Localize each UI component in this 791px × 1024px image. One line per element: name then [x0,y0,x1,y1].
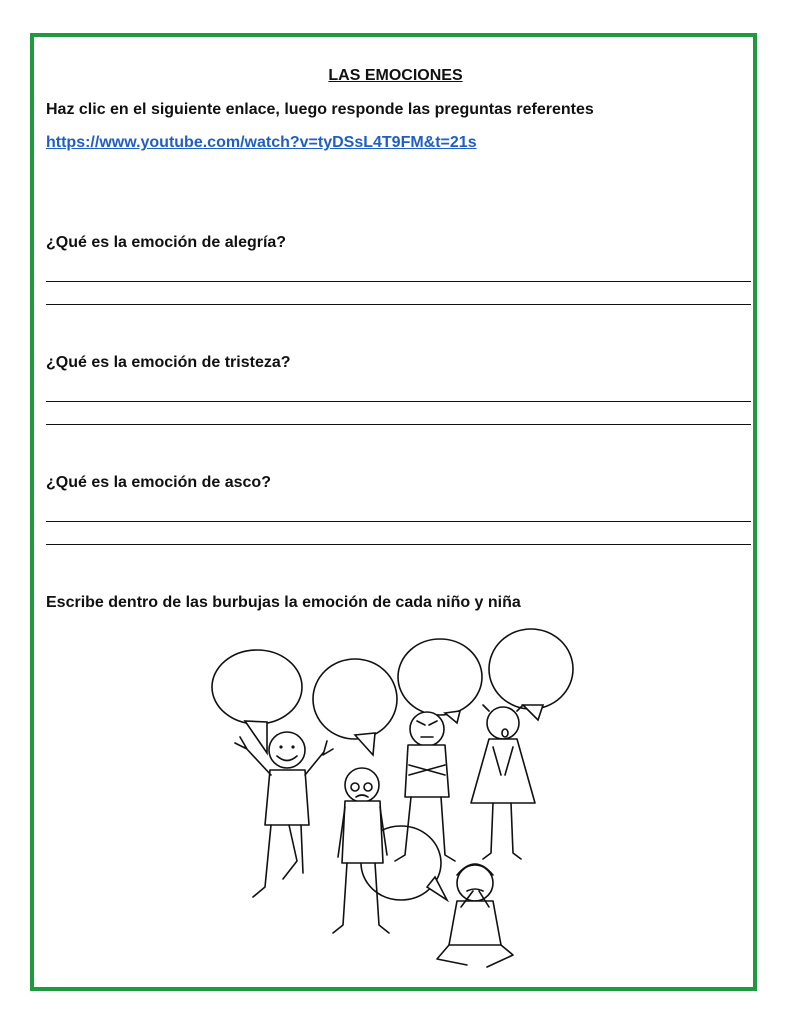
speech-bubble-2[interactable] [313,659,397,755]
disgusted-girl-drawing [437,864,513,967]
video-link[interactable]: https://www.youtube.com/watch?v=tyDSsL4T9FM&t=21s [46,134,477,151]
question-3: ¿Qué es la emoción de asco? [46,474,271,491]
answer-line-3b[interactable] [46,544,751,545]
activity-instructions: Escribe dentro de las burbujas la emoción de cada niño y niña [46,594,521,611]
scared-girl-drawing [471,705,535,859]
page-title: LAS EMOCIONES [328,67,463,84]
speech-bubble-3[interactable] [398,639,482,723]
sad-boy-drawing [333,768,389,933]
question-2: ¿Qué es la emoción de tristeza? [46,354,291,371]
answer-line-3a[interactable] [46,521,751,522]
answer-line-1b[interactable] [46,304,751,305]
children-emotions-illustration [205,625,590,980]
question-1: ¿Qué es la emoción de alegría? [46,234,287,251]
answer-line-2b[interactable] [46,424,751,425]
answer-line-2a[interactable] [46,401,751,402]
instructions-text: Haz clic en el siguiente enlace, luego responde las preguntas referentes [46,101,594,118]
answer-line-1a[interactable] [46,281,751,282]
happy-boy-drawing [235,732,333,897]
